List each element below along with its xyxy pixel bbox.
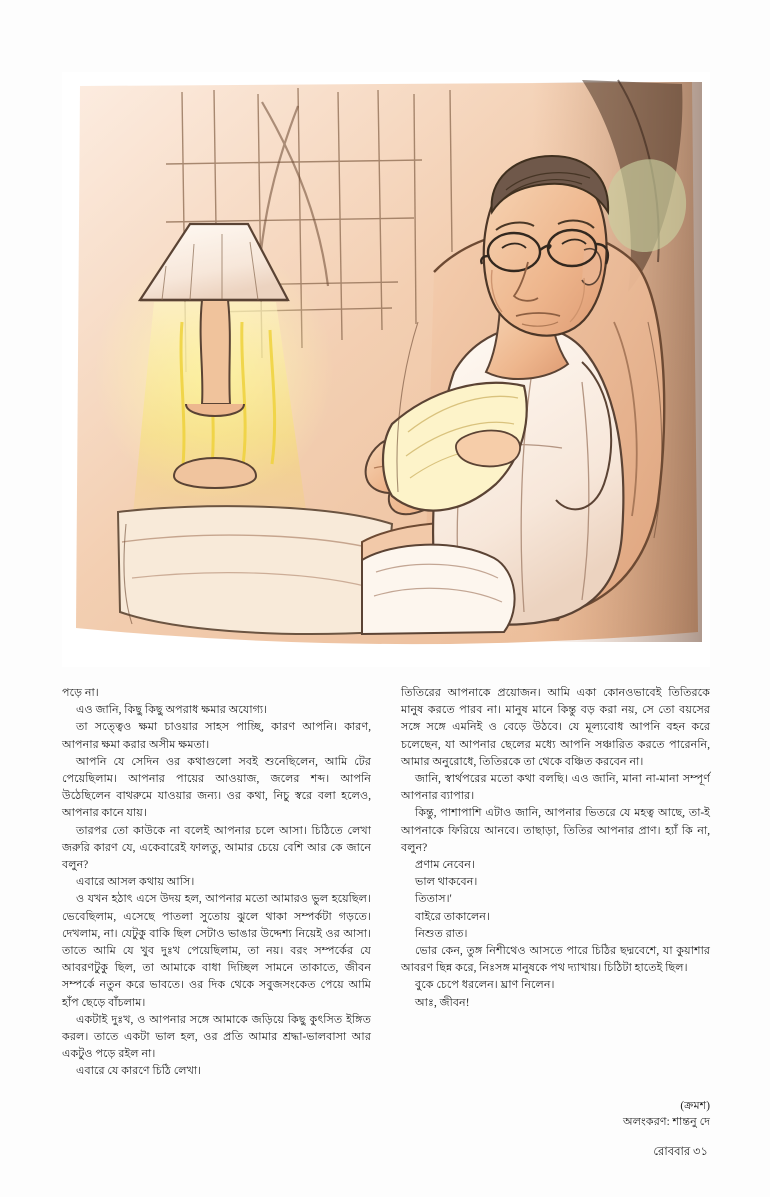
paragraph: বাইরে তাকালেন। [415,910,490,923]
paragraph: তিতিরের আপনাকে প্রয়োজন। আমি একা কোনওভাবেই তিতিরকে মানুষ করতে পারব না। মানুষ মানে কিন্তু বড় করা নয়, সে তো বয়সের সঙ্গে সঙ্গে এমনিই ও বেড়ে উঠবে। যে মূল্যবোধ আপনি বহন করে চলেছেন, যা আপনার ছেলের মধ্যে আপনি সঞ্চারিত করতে পারেননি, আমার অনুরোধে, তিতিরকে তা থেকে বঞ্চিত করবেন না। [401,687,710,768]
paragraph: ভোর কেন, তুঙ্গ নিশীথেও আসতে পারে চিঠির ছদ্মবেশে, যা কুয়াশার আবরণ ছিন্ন করে, নিঃসঙ্গ মানুষকে পথ দ্যাখায়। চিঠিটা হাতেই ছিল। [401,945,710,975]
left-text-column [62,685,371,1105]
story-illustration [62,72,710,667]
paragraph: ভাল থাকবেন। [415,876,478,889]
paragraph: নিশুত রাত। [415,927,468,940]
paragraph: পড়ে না। [62,687,99,699]
paragraph: তিতাস।' [415,893,452,906]
paragraph: আপনি যে সেদিন ওর কথাগুলো সবই শুনেছিলেন, আমি টের পেয়েছিলাম। আপনার পায়ের আওয়াজ, জলের শব্দ। আপনি উঠেছিলেন বাথরুমে যাওয়ার জন্য। ওর কথা, নিচু স্বরে বলা হলেও, আপনার কানে যায়। [62,755,371,820]
paragraph: ও যখন হঠাৎ এসে উদয় হল, আপনার মতো আমারও ভুল হয়েছিল। ভেবেছিলাম, এসেছে পাতলা সুতোয় ঝুলে থাকা সম্পর্কটা গড়তে। দেখলাম, না। যেটুকু বাকি ছিল সেটাও ভাঙার উদ্দেশ্য নিয়েই ওর আসা। তাতে আমি যে খুব দুঃখ পেয়েছিলাম, তা নয়। বরং সম্পর্কের যে আবরণটুকু ছিল, তা আমাকে বাধা দিচ্ছিল সামনে তাকাতে, জীবন সম্পর্কে নতুন করে ভাবতে। ওর দিক থেকে সবুজসংকেত পেয়ে আমি হাঁপ ছেড়ে বাঁচলাম। [62,893,371,1009]
paragraph: জানি, স্বার্থপরের মতো কথা বলছি। এও জানি, মানা না-মানা সম্পূর্ণ আপনার ব্যাপার। [401,773,710,803]
paragraph: বুকে চেপে ধরলেন। ঘ্রাণ নিলেন। [415,979,555,992]
paragraph: তা সত্ত্বেও ক্ষমা চাওয়ার সাহস পাচ্ছি, কারণ আপনি। কারণ, আপনার ক্ষমা করার অসীম ক্ষমতা। [62,721,371,751]
illustration-artwork [62,72,710,667]
illustration-credit: অলংকরণ: শান্তনু দে [623,1116,710,1128]
paragraph: এবারে যে কারণে চিঠি লেখা। [76,1065,202,1078]
paragraph: প্রণাম নেবেন। [415,859,475,872]
continued-label: (ক্রমশ) [680,1100,710,1112]
paragraph: কিন্তু, পাশাপাশি এটাও জানি, আপনার ভিতরে যে মহত্ব আছে, তা-ই আপনাকে ফিরিয়ে আনবে। তাছাড়া, তিতির আপনার প্রাণ। হ্যাঁ কি না, বলুন? [401,807,710,854]
right-text-column [401,685,710,1105]
paragraph: একটাই দুঃখ, ও আপনার সঙ্গে আমাকে জড়িয়ে কিছু কুৎসিত ইঙ্গিত করল। তাতে একটা ভাল হল, ওর প্রতি আমার শ্রদ্ধা-ভালবাসা আর একটুও পড়ে রইল না। [62,1013,371,1061]
paragraph: এও জানি, কিছু কিছু অপরাধ ক্ষমার অযোগ্য। [76,704,268,717]
paragraph: তারপর তো কাউকে না বলেই আপনার চলে আসা। চিঠিতে লেখা জরুরি কারণ যে, একেবারেই ফালতু, আমার চেয়ে বেশি আর কে জানে বলুন? [62,824,371,872]
page-number: রোববার ৩১ [653,1146,708,1158]
article-footer [62,1098,710,1130]
paragraph: এবারে আসল কথায় আসি। [76,876,195,889]
article-body [62,685,710,1105]
paragraph: আঃ, জীবন! [415,996,470,1009]
